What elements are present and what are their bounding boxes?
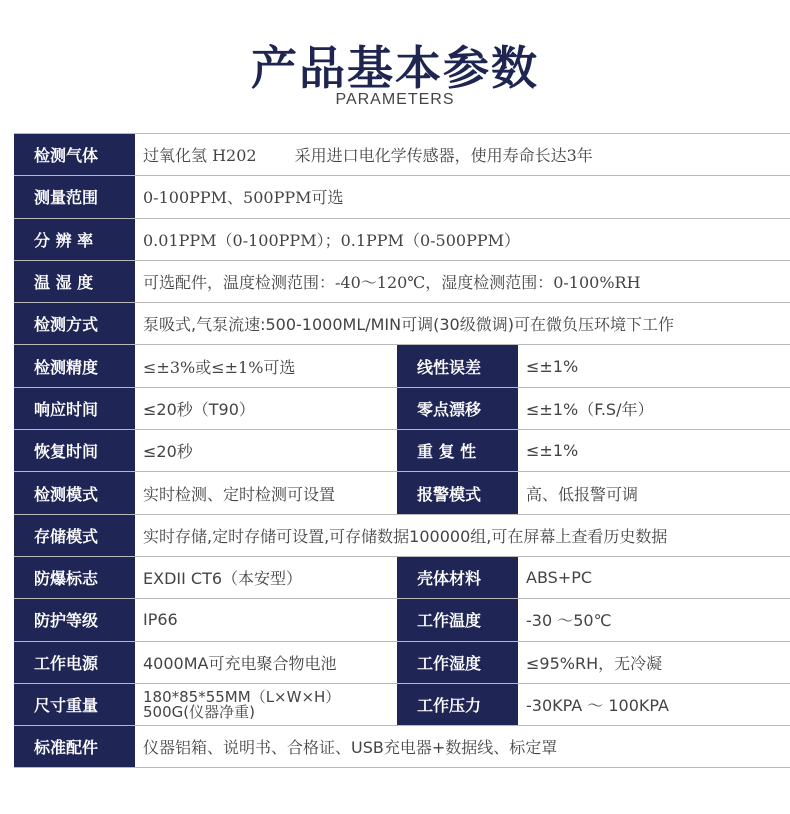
table-row	[14, 219, 790, 261]
row-label-2: 重 复 性	[397, 430, 518, 471]
row-label: 检测精度	[14, 345, 135, 386]
row-label-2: 工作压力	[397, 684, 518, 725]
row-value: EXDII CT6（本安型）	[143, 569, 303, 589]
row-label: 响应时间	[14, 388, 135, 429]
row-label: 温 湿 度	[14, 261, 135, 302]
row-label: 分 辨 率	[14, 219, 135, 260]
row-label: 标准配件	[14, 726, 135, 767]
page-title: 产品基本参数	[251, 41, 539, 95]
weight-text: 500G(仪器净重)	[143, 702, 255, 721]
row-label: 防爆标志	[14, 557, 135, 598]
row-label: 防护等级	[14, 599, 135, 640]
table-row	[14, 642, 790, 684]
row-label-2: 线性误差	[397, 345, 518, 386]
row-value: 泵吸式,气泵流速:500-1000ML/MIN可调(30级微调)可在微负压环境下工作	[143, 315, 674, 335]
row-label: 检测方式	[14, 303, 135, 344]
row-label: 测量范围	[14, 176, 135, 217]
table-row	[14, 472, 790, 514]
row-value: IP66	[143, 610, 178, 630]
row-label-2: 报警模式	[397, 472, 518, 513]
row-label: 存储模式	[14, 515, 135, 556]
row-label: 恢复时间	[14, 430, 135, 471]
row-value-2: ≤±1%（F.S/年）	[526, 399, 654, 419]
row-label-2: 工作湿度	[397, 642, 518, 683]
table-row	[14, 684, 790, 726]
row-value-2: ABS+PC	[526, 568, 593, 588]
table-row	[14, 261, 790, 303]
row-value: 仪器铝箱、说明书、合格证、USB充电器+数据线、标定罩	[143, 738, 558, 758]
page-subtitle: PARAMETERS	[335, 91, 455, 108]
row-value	[135, 134, 790, 175]
row-label-2: 零点漂移	[397, 388, 518, 429]
row-label: 工作电源	[14, 642, 135, 683]
row-label-2: 壳体材料	[397, 557, 518, 598]
row-value-2: ≤±1%	[526, 441, 579, 461]
row-value: 可选配件，温度检测范围：-40～120℃，湿度检测范围：0-100%RH	[143, 273, 641, 293]
row-value: ≤20秒（T90）	[143, 399, 255, 419]
row-value: ≤20秒	[143, 442, 193, 462]
row-label: 检测模式	[14, 472, 135, 513]
sensor-note: 采用进口电化学传感器，使用寿命长达3年	[294, 146, 593, 166]
row-value	[135, 684, 397, 725]
row-value-2: ≤±1%	[526, 356, 579, 376]
row-value-2: ≤95%RH，无冷凝	[526, 653, 663, 673]
parameter-table	[14, 133, 790, 768]
row-value: 实时检测、定时检测可设置	[143, 484, 336, 504]
table-row	[14, 557, 790, 599]
table-row	[14, 388, 790, 430]
table-row	[14, 599, 790, 641]
dimensions-text: 180*85*55MM（L×W×H）	[143, 687, 341, 706]
table-row	[14, 726, 790, 768]
row-value: 0-100PPM、500PPM可选	[143, 188, 344, 208]
table-row	[14, 134, 790, 176]
table-row	[14, 176, 790, 218]
row-value: 4000MA可充电聚合物电池	[143, 653, 337, 673]
row-label: 检测气体	[14, 134, 135, 175]
table-row	[14, 430, 790, 472]
row-value-2: -30 ～50℃	[526, 611, 612, 631]
row-label: 尺寸重量	[14, 684, 135, 725]
row-value: ≤±3%或≤±1%可选	[143, 357, 296, 377]
row-label-2: 工作温度	[397, 599, 518, 640]
row-value-2: -30KPA ～ 100KPA	[526, 696, 669, 715]
row-value: 实时存储,定时存储可设置,可存储数据100000组,可在屏幕上查看历史数据	[143, 526, 668, 546]
gas-name: 过氧化氢 H202	[143, 146, 257, 166]
table-row	[14, 345, 790, 387]
row-value-2: 高、低报警可调	[526, 484, 639, 504]
row-value: 0.01PPM（0-100PPM）；0.1PPM（0-500PPM）	[143, 230, 520, 250]
table-row	[14, 303, 790, 345]
table-row	[14, 515, 790, 557]
